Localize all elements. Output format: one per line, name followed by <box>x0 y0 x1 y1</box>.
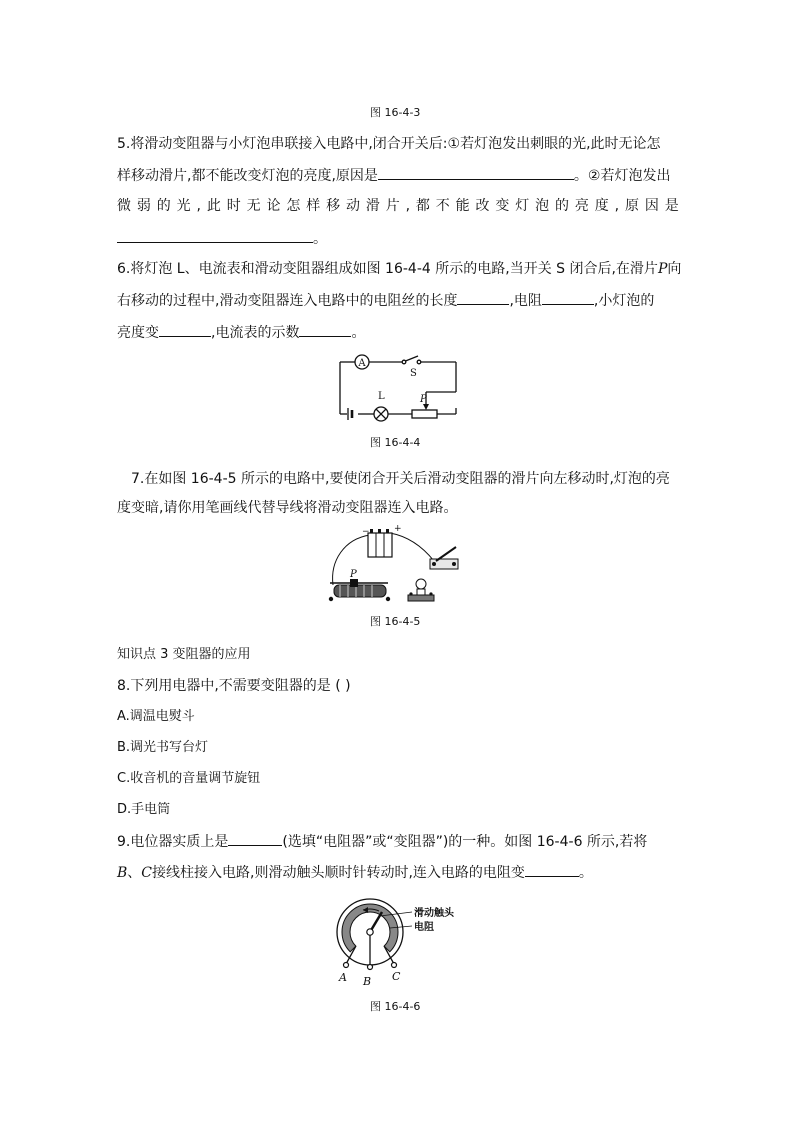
q9-line2 <box>117 862 593 883</box>
q5-line3-char: 时 <box>226 198 241 214</box>
q5-line2-text: 样移动滑片,都不能改变灯泡的亮度,原因是 <box>117 168 378 184</box>
q5-blank-1[interactable] <box>378 165 574 180</box>
q5-line3-justified <box>117 196 679 216</box>
q5-line3-char: 变 <box>495 198 510 214</box>
q8-option-b[interactable]: B.调光书写台灯 <box>117 740 209 755</box>
q5-line3-char: 因 <box>644 198 659 214</box>
q5-line3-char: 亮 <box>574 198 589 214</box>
q5-line3-char: , <box>196 198 201 214</box>
fig-16-4-5-caption: 图 16-4-5 <box>370 615 421 628</box>
q9-line1-text: 9.电位器实质上是 <box>117 834 229 850</box>
terminal-a-label: A <box>339 971 347 984</box>
battery-icon <box>348 408 352 420</box>
q5-line3-char: 的 <box>156 198 171 214</box>
q8-option-c[interactable]: C.收音机的音量调节旋钮 <box>117 771 261 786</box>
q5-line3-char: 都 <box>415 198 430 214</box>
lamp-holder-icon <box>408 579 434 601</box>
q5-line3-char: 泡 <box>535 198 550 214</box>
fig-16-4-4-caption: 图 16-4-4 <box>370 436 421 449</box>
q6-blank-current[interactable] <box>299 322 351 337</box>
q5-line3-char: 无 <box>246 198 261 214</box>
q5-line3-char: 不 <box>435 198 450 214</box>
q5-line4-tail: 。 <box>313 231 327 247</box>
battery-minus-label: − <box>362 527 370 537</box>
rheostat-slider-label: P <box>350 569 357 580</box>
q6-blank-resistance[interactable] <box>542 290 594 305</box>
fig-16-4-4-circuit <box>330 348 470 424</box>
q6-line3-tail: 。 <box>351 325 366 341</box>
q9-line2-text: 接线柱接入电路,则滑动触头顺时针转动时,连入电路的电阻变 <box>152 865 525 881</box>
q5-line3-char: 原 <box>624 198 639 214</box>
section-3-heading: 知识点 3 变阻器的应用 <box>117 647 251 662</box>
q9-terminal-b: B <box>117 865 128 881</box>
q5-line4 <box>117 228 327 249</box>
battery-plus-label: + <box>394 524 402 534</box>
q5-line3-char: 论 <box>266 198 281 214</box>
q8-option-d[interactable]: D.手电筒 <box>117 802 171 817</box>
q5-line3-char: 样 <box>306 198 321 214</box>
sliding-contact-label: 滑动触头 <box>414 908 454 919</box>
q8-option-a[interactable]: A.调温电熨斗 <box>117 709 195 724</box>
q6-blank-length[interactable] <box>457 290 509 305</box>
q6-line2-tail: ,小灯泡的 <box>593 293 655 309</box>
q5-line3-char: 弱 <box>136 198 151 214</box>
rheostat-icon <box>412 404 437 418</box>
battery-box-icon <box>368 529 392 557</box>
fig-16-4-3-caption: 图 16-4-3 <box>370 106 421 119</box>
q5-line3-char: 此 <box>206 198 221 214</box>
ammeter-icon <box>355 355 369 369</box>
q6-line2-mid: ,电阻 <box>509 293 542 309</box>
q5-line3-char: 滑 <box>365 198 380 214</box>
q5-blank-2[interactable] <box>117 228 313 243</box>
switch-label: S <box>410 368 417 379</box>
q7-line1: 7.在如图 16-4-5 所示的电路中,要使闭合开关后滑动变阻器的滑片向左移动时,灯泡的亮 <box>131 471 670 487</box>
q6-line3 <box>117 322 365 343</box>
q5-line2-tail: 。②若灯泡发出 <box>573 168 671 184</box>
q6-line1-tail: 向 <box>667 261 682 277</box>
fig-16-4-5-apparatus <box>326 521 468 607</box>
fig-16-4-6-potentiometer <box>330 892 478 988</box>
q9-line2-tail: 。 <box>578 865 593 881</box>
resistor-label: 电阻 <box>414 922 434 933</box>
q5-line3-char: 灯 <box>515 198 530 214</box>
q6-slider-symbol: P <box>657 261 668 277</box>
q5-line3-char: 动 <box>345 198 360 214</box>
q6-line2-text: 右移动的过程中,滑动变阻器连入电路中的电阻丝的长度 <box>117 293 458 309</box>
terminal-c-label: C <box>392 970 401 983</box>
rheostat-icon <box>329 579 390 601</box>
q5-line3-char: 改 <box>475 198 490 214</box>
q6-blank-brightness[interactable] <box>159 322 211 337</box>
q9-blank-resistance[interactable] <box>525 862 579 877</box>
q9-terminal-c: C <box>141 865 153 881</box>
q6-line1 <box>117 259 681 279</box>
terminal-b-label: B <box>363 975 372 988</box>
q5-line3-char: 度 <box>594 198 609 214</box>
q8-stem: 8.下列用电器中,不需要变阻器的是 ( ) <box>117 678 351 694</box>
q5-line3-char: 光 <box>176 198 191 214</box>
lamp-label: L <box>378 391 385 402</box>
q6-line3-mid: ,电流表的示数 <box>211 325 300 341</box>
q6-line3-text: 亮度变 <box>117 325 159 341</box>
q5-line3-char: 片 <box>385 198 400 214</box>
slider-label: P <box>420 394 427 405</box>
q9-blank-type[interactable] <box>228 831 282 846</box>
q5-line3-char: , <box>614 198 620 214</box>
ammeter-label: A <box>358 358 366 369</box>
q9-separator: 、 <box>127 865 142 881</box>
q5-line3-char: 怎 <box>286 198 301 214</box>
fig-16-4-6-caption: 图 16-4-6 <box>370 1000 421 1013</box>
q5-line3-char: 微 <box>117 198 131 214</box>
q7-line2: 度变暗,请你用笔画线代替导线将滑动变阻器连入电路。 <box>117 500 458 516</box>
q5-line1: 5.将滑动变阻器与小灯泡串联接入电路中,闭合开关后:①若灯泡发出刺眼的光,此时无论怎 <box>117 136 661 152</box>
q5-line3-char: 移 <box>326 198 341 214</box>
q5-line3-char: 能 <box>455 198 470 214</box>
lamp-icon <box>374 407 388 421</box>
q9-line1-tail: (选填“电阻器”或“变阻器”)的一种。如图 16-4-6 所示,若将 <box>282 834 648 850</box>
q9-line1 <box>117 831 647 852</box>
q5-line3-char: 是 <box>664 198 679 214</box>
q5-line2 <box>117 165 670 186</box>
potentiometer-icon <box>337 899 412 970</box>
switch-icon <box>402 356 421 364</box>
q6-line2 <box>117 290 654 311</box>
q5-line3-char: , <box>405 198 411 214</box>
knife-switch-icon <box>430 547 458 569</box>
q5-line3-char: 的 <box>555 198 570 214</box>
q6-line1-text: 6.将灯泡 L、电流表和滑动变阻器组成如图 16-4-4 所示的电路,当开关 S 闭合后,在滑片 <box>117 261 658 277</box>
